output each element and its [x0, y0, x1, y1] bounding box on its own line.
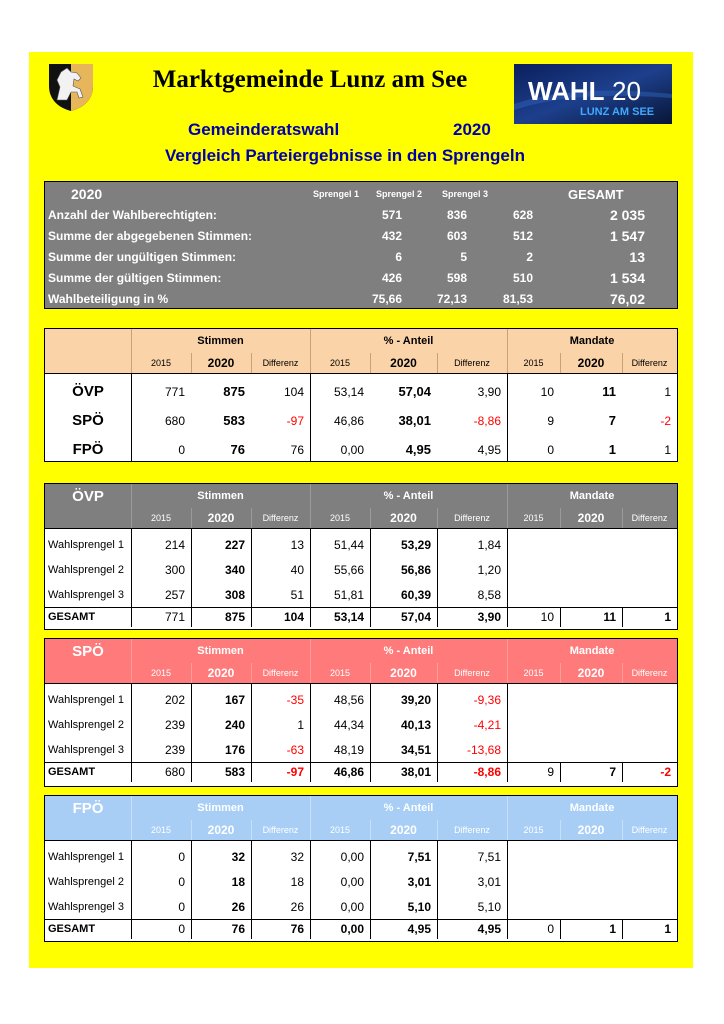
summary-value: 603: [446, 229, 467, 243]
summary-value: 571: [381, 208, 402, 222]
grid-line: [437, 683, 438, 782]
subheader-differenz: Differenz: [631, 513, 668, 523]
value-cell: 5,10: [477, 899, 501, 914]
value-cell: 176: [224, 742, 245, 757]
value-cell: 39,20: [400, 692, 431, 707]
subheader-differenz: Differenz: [631, 668, 668, 678]
value-cell: 0: [547, 922, 554, 936]
value-cell: 4,95: [405, 442, 431, 457]
gesamt-label: GESAMT: [48, 611, 96, 623]
grid-line: [251, 820, 252, 840]
svg-text:20: 20: [612, 76, 641, 106]
grid-line: [310, 373, 311, 461]
grid-line: [45, 840, 677, 841]
subheader-2015: 2015: [523, 358, 544, 368]
grid-line: [622, 820, 623, 840]
grid-line: [560, 762, 561, 782]
grid-line: [45, 528, 677, 529]
election-year: 2020: [453, 120, 491, 139]
value-cell: 46,86: [333, 413, 364, 428]
grid-line: [437, 528, 438, 627]
sprengel-label: Wahlsprengel 2: [48, 718, 125, 731]
value-cell: 214: [164, 537, 185, 552]
value-cell: -97: [286, 413, 304, 428]
party-label: ÖVP: [72, 383, 104, 400]
value-cell: 9: [547, 765, 554, 779]
sprengel-label: Wahlsprengel 2: [48, 563, 125, 576]
subheader-differenz: Differenz: [454, 358, 490, 368]
summary-value: 628: [512, 208, 533, 222]
anteil-header: % - Anteil: [383, 335, 434, 347]
grid-line: [437, 508, 438, 528]
value-cell: 680: [164, 765, 185, 779]
subheader-2015: 2015: [523, 513, 544, 523]
subheader-2015: 2015: [329, 358, 351, 368]
value-cell: 3,90: [477, 384, 501, 399]
summary-row: [45, 268, 677, 289]
grid-line: [370, 820, 371, 840]
gesamt-label: GESAMT: [48, 766, 96, 778]
value-cell: 38,01: [398, 413, 431, 428]
value-cell: 240: [224, 717, 245, 732]
value-cell: 875: [223, 384, 245, 399]
value-cell: 1,20: [477, 562, 501, 577]
value-cell: 167: [224, 692, 245, 707]
header-sprengel-1: Sprengel 1: [313, 189, 360, 199]
value-cell: 0,00: [340, 849, 364, 864]
value-cell: 57,04: [400, 610, 431, 624]
summary-table: [44, 181, 678, 309]
sprengel-label: Wahlsprengel 1: [48, 693, 125, 706]
value-cell: 227: [224, 537, 245, 552]
subheader-2015: 2015: [329, 513, 351, 523]
grid-line: [507, 840, 508, 939]
value-cell: 1: [609, 922, 616, 936]
sprengel-label: Wahlsprengel 2: [48, 875, 125, 888]
value-cell: 4,95: [477, 442, 501, 457]
value-cell: 771: [164, 384, 185, 399]
grid-line: [622, 353, 623, 373]
value-cell: 7,51: [407, 849, 431, 864]
summary-row-label: Summe der abgegebenen Stimmen:: [48, 229, 253, 243]
subheader-2015: 2015: [523, 825, 544, 835]
value-cell: 51,81: [333, 587, 364, 602]
summary-value: 76,02: [609, 291, 645, 307]
value-cell: 1: [664, 610, 671, 624]
sprengel-label: Wahlsprengel 1: [48, 850, 125, 863]
grid-line: [191, 508, 192, 528]
stimmen-header: Stimmen: [197, 335, 244, 347]
stimmen-header: Stimmen: [197, 802, 244, 814]
value-cell: 7,51: [477, 849, 501, 864]
summary-value: 75,66: [371, 292, 402, 306]
grid-line: [622, 607, 623, 627]
grid-line: [131, 528, 132, 627]
value-cell: 583: [223, 413, 245, 428]
value-cell: 239: [164, 742, 185, 757]
subheader-2020: 2020: [577, 511, 605, 525]
value-cell: 32: [290, 849, 304, 864]
sprengel-label: Wahlsprengel 1: [48, 538, 125, 551]
grid-line: [507, 329, 508, 373]
value-cell: 0: [178, 899, 185, 914]
value-cell: 3,01: [477, 874, 501, 889]
value-cell: -2: [660, 413, 671, 428]
sprengel-label: Wahlsprengel 3: [48, 588, 125, 601]
svg-text:LUNZ AM SEE: LUNZ AM SEE: [580, 106, 655, 118]
value-cell: 76: [290, 442, 304, 457]
value-cell: 76: [230, 442, 245, 457]
grid-line: [310, 528, 311, 627]
spoe-table: [44, 638, 678, 787]
oevp-table: [44, 483, 678, 630]
value-cell: 0: [178, 874, 185, 889]
grid-line: [622, 762, 623, 782]
value-cell: 1: [664, 384, 671, 399]
value-cell: 0,00: [340, 899, 364, 914]
summary-value: 72,13: [436, 292, 467, 306]
value-cell: 583: [224, 765, 245, 779]
party-header: ÖVP: [72, 487, 104, 505]
value-cell: 1: [664, 922, 671, 936]
summary-value: 426: [381, 271, 402, 285]
subheader-2020: 2020: [207, 823, 235, 837]
summary-value: 598: [446, 271, 467, 285]
value-cell: 53,29: [400, 537, 431, 552]
value-cell: 1: [664, 442, 671, 457]
grid-line: [251, 508, 252, 528]
anteil-header: % - Anteil: [383, 802, 434, 814]
value-cell: 46,86: [333, 765, 364, 779]
subheader-differenz: Differenz: [454, 668, 490, 678]
value-cell: 53,14: [333, 610, 364, 624]
subheader-differenz: Differenz: [262, 825, 299, 835]
grid-line: [131, 840, 132, 939]
value-cell: 53,14: [333, 384, 364, 399]
grid-line: [507, 528, 508, 627]
value-cell: 1: [608, 442, 616, 457]
value-cell: 38,01: [400, 765, 431, 779]
summary-value: 1 547: [609, 228, 645, 244]
value-cell: 32: [231, 849, 245, 864]
value-cell: 202: [164, 692, 185, 707]
value-cell: 0: [178, 922, 185, 936]
subheader-2020: 2020: [577, 823, 605, 837]
value-cell: 26: [231, 899, 245, 914]
subheader-differenz: Differenz: [454, 825, 490, 835]
subheader-differenz: Differenz: [631, 825, 668, 835]
subheader-2020: 2020: [207, 666, 235, 680]
grid-line: [370, 840, 371, 939]
value-cell: 18: [290, 874, 304, 889]
value-cell: 76: [231, 922, 245, 936]
value-cell: -9,36: [473, 692, 501, 707]
subheader-2020: 2020: [390, 511, 417, 525]
grid-line: [251, 663, 252, 683]
value-cell: 104: [283, 610, 304, 624]
subheader-2015: 2015: [150, 825, 172, 835]
grid-line: [370, 508, 371, 528]
grid-line: [437, 820, 438, 840]
anteil-header: % - Anteil: [383, 490, 434, 502]
value-cell: 3,90: [477, 610, 501, 624]
party-header: SPÖ: [72, 642, 104, 660]
grid-line: [251, 353, 252, 373]
subheader-differenz: Differenz: [631, 358, 668, 368]
summary-row-label: Anzahl der Wahlberechtigten:: [48, 208, 217, 222]
summary-row: [45, 226, 677, 247]
summary-value: 2: [526, 250, 533, 264]
grid-line: [370, 353, 371, 373]
value-cell: 5,10: [407, 899, 431, 914]
grid-line: [191, 353, 192, 373]
header-sprengel-3: Sprengel 3: [442, 189, 489, 199]
subheader-differenz: Differenz: [262, 358, 299, 368]
grid-line: [45, 373, 677, 374]
value-cell: 0: [547, 442, 554, 457]
page-title: Marktgemeinde Lunz am See: [152, 66, 468, 93]
svg-text:WAHL: WAHL: [528, 76, 605, 106]
grid-line: [370, 683, 371, 782]
summary-year: 2020: [71, 186, 103, 202]
mandate-header: Mandate: [569, 335, 615, 347]
header-gesamt: GESAMT: [568, 187, 624, 202]
value-cell: 40: [290, 562, 304, 577]
grid-line: [560, 919, 561, 939]
subheader-2020: 2020: [577, 356, 605, 370]
summary-value: 432: [381, 229, 402, 243]
grid-line: [370, 528, 371, 627]
value-cell: 55,66: [333, 562, 364, 577]
summary-value: 5: [460, 250, 467, 264]
grid-line: [560, 353, 561, 373]
value-cell: 1,84: [477, 537, 501, 552]
value-cell: 13: [290, 537, 304, 552]
value-cell: 11: [603, 610, 616, 624]
value-cell: 0,00: [340, 922, 364, 936]
value-cell: 7: [609, 765, 616, 779]
value-cell: -2: [660, 765, 671, 779]
summary-value: 2 035: [609, 207, 645, 223]
subheader-differenz: Differenz: [262, 513, 299, 523]
grid-line: [437, 840, 438, 939]
subheader-2015: 2015: [150, 358, 172, 368]
value-cell: 3,01: [407, 874, 431, 889]
grid-line: [131, 329, 132, 373]
value-cell: 51,44: [333, 537, 364, 552]
value-cell: -97: [286, 765, 304, 779]
summary-row: [45, 289, 677, 310]
value-cell: 34,51: [400, 742, 431, 757]
grid-line: [507, 484, 508, 528]
grid-line: [560, 663, 561, 683]
grid-line: [622, 919, 623, 939]
party-header: FPÖ: [72, 799, 104, 817]
header-sprengel-2: Sprengel 2: [376, 189, 423, 199]
grid-line: [131, 639, 132, 683]
stimmen-header: Stimmen: [197, 645, 244, 657]
value-cell: 18: [231, 874, 245, 889]
subheader-2020: 2020: [207, 511, 235, 525]
grid-line: [310, 796, 311, 840]
summary-row-label: Wahlbeteiligung in %: [48, 292, 169, 306]
summary-value: 1 534: [609, 270, 645, 286]
value-cell: 257: [164, 587, 185, 602]
grid-line: [131, 373, 132, 461]
grid-line: [437, 353, 438, 373]
election-subtitle: Gemeinderatswahl: [188, 120, 340, 139]
value-cell: 9: [547, 413, 554, 428]
value-cell: 76: [290, 922, 304, 936]
grid-line: [251, 840, 252, 939]
grid-line: [507, 639, 508, 683]
grid-line: [622, 663, 623, 683]
sprengel-label: Wahlsprengel 3: [48, 900, 125, 913]
value-cell: -35: [286, 692, 304, 707]
party-label: SPÖ: [72, 412, 104, 429]
grid-line: [310, 484, 311, 528]
subheader-2015: 2015: [329, 825, 351, 835]
subheader-2015: 2015: [150, 513, 172, 523]
subheader-2015: 2015: [523, 668, 544, 678]
value-cell: 4,95: [407, 922, 431, 936]
summary-value: 512: [512, 229, 533, 243]
grid-line: [310, 840, 311, 939]
subheader-2020: 2020: [390, 823, 417, 837]
value-cell: 340: [224, 562, 245, 577]
summary-row: [45, 247, 677, 268]
party-label: FPÖ: [72, 441, 104, 458]
summary-value: 510: [512, 271, 533, 285]
value-cell: 680: [164, 413, 185, 428]
grid-line: [191, 820, 192, 840]
value-cell: -8,86: [473, 413, 501, 428]
value-cell: 875: [224, 610, 245, 624]
mandate-header: Mandate: [569, 490, 615, 502]
value-cell: 0: [178, 442, 185, 457]
value-cell: -13,68: [466, 742, 501, 757]
subheader-differenz: Differenz: [454, 513, 490, 523]
mandate-header: Mandate: [569, 802, 615, 814]
value-cell: 11: [602, 384, 616, 399]
grid-line: [191, 663, 192, 683]
grid-line: [131, 796, 132, 840]
summary-value: 13: [629, 249, 645, 265]
subheader-2020: 2020: [207, 356, 235, 370]
summary-value: 6: [395, 250, 402, 264]
subheader-2020: 2020: [390, 666, 417, 680]
mandate-header: Mandate: [569, 645, 615, 657]
value-cell: 0,00: [340, 442, 364, 457]
grid-line: [310, 329, 311, 373]
value-cell: 0: [178, 849, 185, 864]
anteil-header: % - Anteil: [383, 645, 434, 657]
grid-line: [131, 484, 132, 528]
value-cell: 48,19: [333, 742, 364, 757]
grid-line: [507, 796, 508, 840]
value-cell: 56,86: [400, 562, 431, 577]
grid-line: [437, 663, 438, 683]
fpoe-table: [44, 795, 678, 942]
summary-row: [45, 205, 677, 226]
value-cell: 57,04: [398, 384, 431, 399]
grid-line: [191, 683, 192, 782]
grid-line: [560, 607, 561, 627]
stimmen-header: Stimmen: [197, 490, 244, 502]
value-cell: 48,56: [333, 692, 364, 707]
value-cell: -63: [286, 742, 304, 757]
value-cell: 239: [164, 717, 185, 732]
subheader-2020: 2020: [577, 666, 605, 680]
value-cell: 44,34: [333, 717, 364, 732]
summary-row-label: Summe der gültigen Stimmen:: [48, 271, 222, 285]
grid-line: [310, 683, 311, 782]
value-cell: 51: [290, 587, 304, 602]
value-cell: 10: [540, 610, 554, 624]
subheader-2015: 2015: [329, 668, 351, 678]
wahl20-brand-logo: [514, 64, 672, 124]
value-cell: 10: [540, 384, 554, 399]
value-cell: 104: [283, 384, 304, 399]
value-cell: 7: [608, 413, 616, 428]
grid-line: [507, 683, 508, 782]
coat-of-arms-logo: [47, 62, 95, 112]
value-cell: 0,00: [340, 874, 364, 889]
grid-line: [251, 528, 252, 627]
overview-table: [44, 328, 678, 462]
subheader-2020: 2020: [390, 356, 417, 370]
value-cell: 300: [164, 562, 185, 577]
grid-line: [560, 508, 561, 528]
grid-line: [191, 528, 192, 627]
grid-line: [370, 663, 371, 683]
grid-line: [622, 508, 623, 528]
value-cell: 40,13: [400, 717, 431, 732]
value-cell: 1: [297, 717, 304, 732]
summary-row-label: Summe der ungültigen Stimmen:: [48, 250, 237, 264]
summary-value: 836: [446, 208, 467, 222]
sprengel-label: Wahlsprengel 3: [48, 743, 125, 756]
grid-line: [310, 639, 311, 683]
value-cell: 60,39: [400, 587, 431, 602]
summary-value: 81,53: [502, 292, 533, 306]
value-cell: 4,95: [477, 922, 501, 936]
value-cell: -8,86: [473, 765, 501, 779]
grid-line: [560, 820, 561, 840]
value-cell: 8,58: [477, 587, 501, 602]
grid-line: [45, 683, 677, 684]
value-cell: -4,21: [473, 717, 501, 732]
gesamt-label: GESAMT: [48, 923, 96, 935]
value-cell: 26: [290, 899, 304, 914]
comparison-subtitle: Vergleich Parteiergebnisse in den Sprengeln: [165, 146, 525, 165]
value-cell: 771: [164, 610, 185, 624]
grid-line: [507, 373, 508, 461]
value-cell: 308: [224, 587, 245, 602]
grid-line: [251, 683, 252, 782]
grid-line: [191, 840, 192, 939]
subheader-differenz: Differenz: [262, 668, 299, 678]
subheader-2015: 2015: [150, 668, 172, 678]
grid-line: [131, 683, 132, 782]
